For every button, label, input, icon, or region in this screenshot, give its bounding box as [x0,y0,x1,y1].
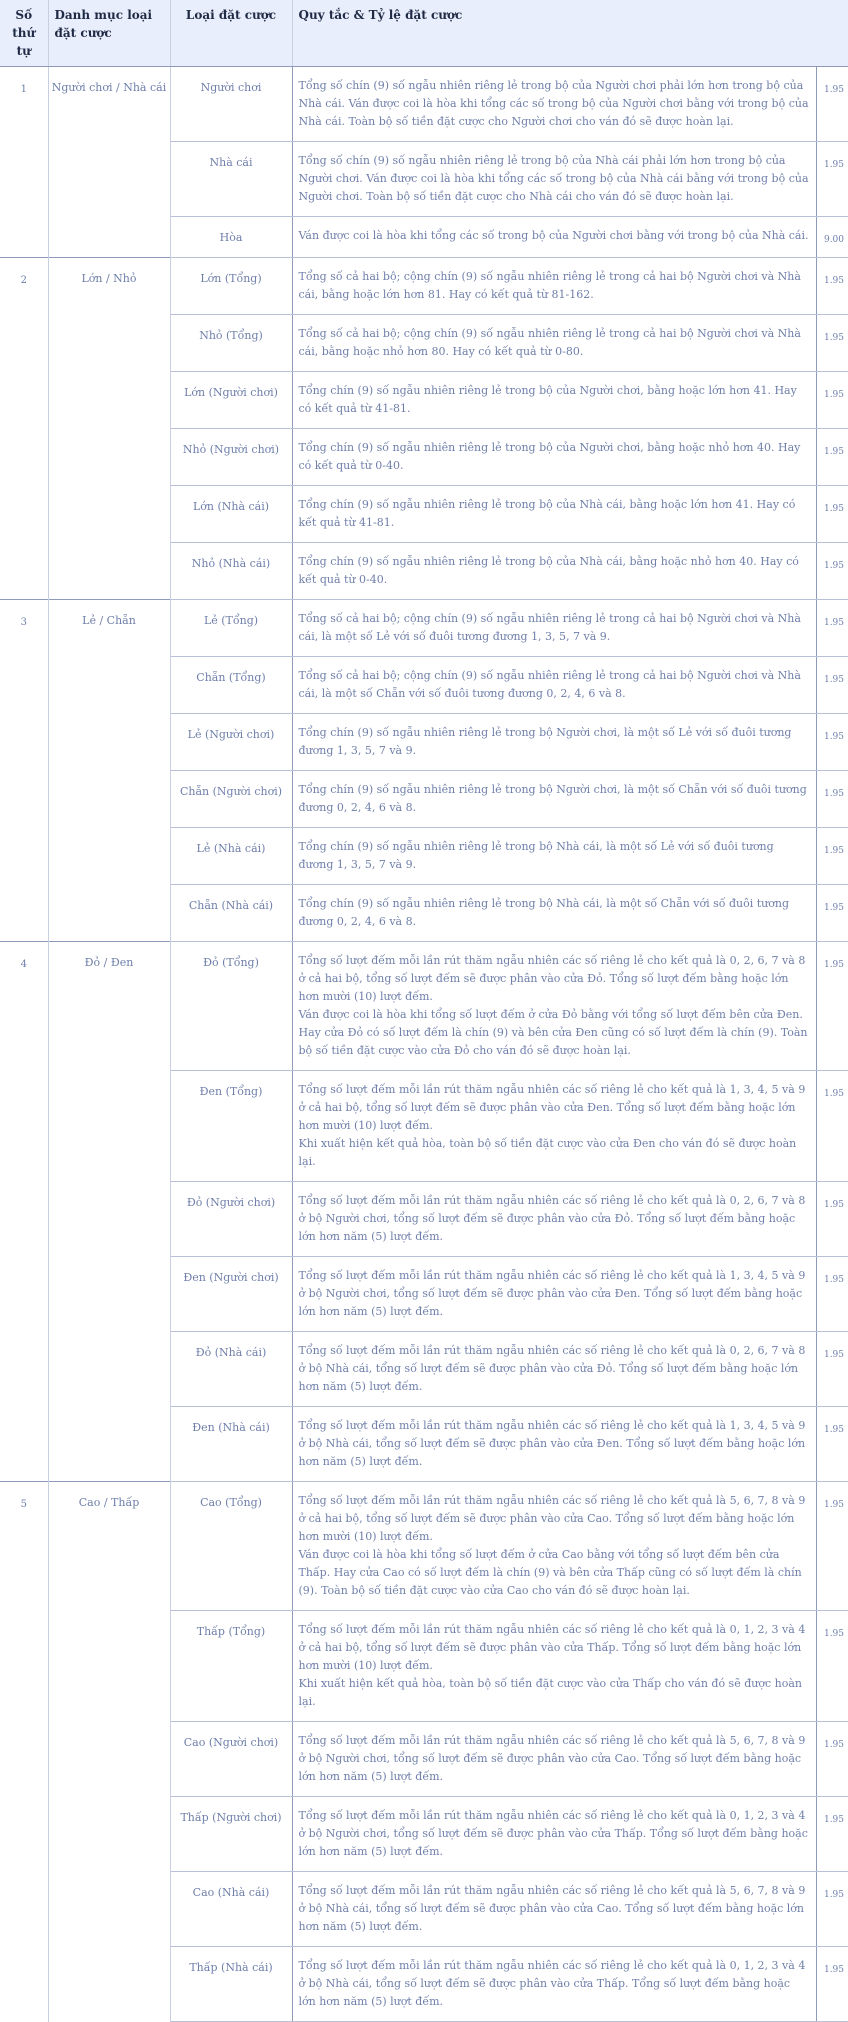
table-row [0,67,848,142]
table-body [0,67,848,2022]
bet-type: Lẻ (Nhà cái) [170,828,292,885]
payout-odds: 1.95 [816,600,848,657]
payout-odds: 1.95 [816,1872,848,1947]
payout-odds: 1.95 [816,1797,848,1872]
bet-type: Chẵn (Nhà cái) [170,885,292,942]
bet-rule-description [292,67,816,142]
bet-type: Cao (Tổng) [170,1482,292,1611]
payout-odds: 1.95 [816,942,848,1071]
bet-rule-description [292,1872,816,1947]
payout-odds: 1.95 [816,771,848,828]
bet-rule-description [292,429,816,486]
rule-paragraph: Tổng số lượt đếm mỗi lần rút thăm ngẫu nhiên các số riêng lẻ cho kết quả là 1, 3, 4, 5 và 9 ở bộ Người chơi, tổng số lượt đếm sẽ được phân vào cửa Đen. Tổng số lượt đếm bằng hoặc lớn hơn năm (5) lượt đếm. [298,1269,806,1318]
header-stt: Số thứ tự [0,0,48,67]
rule-paragraph: Tổng số lượt đếm mỗi lần rút thăm ngẫu nhiên các số riêng lẻ cho kết quả là 0, 1, 2, 3 và 4 ở bộ Người chơi, tổng số lượt đếm sẽ được phân vào cửa Thấp. Tổng số lượt đếm bằng hoặc lớn hơn năm (5) lượt đếm. [298,1809,808,1858]
bet-type: Nhỏ (Người chơi) [170,429,292,486]
rule-paragraph: Tổng số lượt đếm mỗi lần rút thăm ngẫu nhiên các số riêng lẻ cho kết quả là 0, 1, 2, 3 và 4 ở cả hai bộ, tổng số lượt đếm sẽ được phân vào cửa Thấp. Tổng số lượt đếm bằng hoặc lớn hơn mười (10) lượt đếm. [298,1623,806,1672]
bet-type: Hòa [170,217,292,258]
bet-rule-description [292,1257,816,1332]
payout-odds: 1.95 [816,657,848,714]
bet-category: Lớn / Nhỏ [48,258,170,600]
bet-rule-description [292,771,816,828]
bet-rule-description [292,315,816,372]
payout-odds: 1.95 [816,1611,848,1722]
rule-paragraph: Tổng chín (9) số ngẫu nhiên riêng lẻ trong bộ Nhà cái, là một số Chẵn với số đuôi tương đương 0, 2, 4, 6 và 8. [298,897,790,928]
payout-odds: 1.95 [816,1947,848,2022]
bet-category: Lẻ / Chẵn [48,600,170,942]
bet-rule-description [292,885,816,942]
rule-paragraph: Tổng chín (9) số ngẫu nhiên riêng lẻ trong bộ Người chơi, là một số Lẻ với số đuôi tương đương 1, 3, 5, 7 và 9. [298,726,792,757]
payout-odds: 1.95 [816,1071,848,1182]
bet-type: Cao (Người chơi) [170,1722,292,1797]
bet-rule-description [292,1407,816,1482]
bet-rule-description [292,142,816,217]
payout-odds: 1.95 [816,486,848,543]
payout-odds: 1.95 [816,1407,848,1482]
bet-rule-description [292,217,816,258]
row-number: 2 [0,258,48,600]
payout-odds: 1.95 [816,1257,848,1332]
table-header [0,0,848,67]
bet-rule-description [292,1722,816,1797]
rule-paragraph: Tổng số cả hai bộ; cộng chín (9) số ngẫu nhiên riêng lẻ trong cả hai bộ Người chơi và Nhà cái, là một số Lẻ với số đuôi tương đương 1, 3, 5, 7 và 9. [298,612,801,643]
bet-type: Thấp (Người chơi) [170,1797,292,1872]
payout-odds: 1.95 [816,372,848,429]
rule-paragraph: Ván được coi là hòa khi tổng số lượt đếm ở cửa Đỏ bằng với tổng số lượt đếm bên cửa Đen. Hay cửa Đỏ có số lượt đếm là chín (9) và bên cửa Đen cũng có số lượt đếm là chín (9). Toàn bộ số tiền đặt cược vào cửa Đỏ cho ván đó sẽ được hoàn lại. [298,1008,808,1057]
payout-odds: 1.95 [816,67,848,142]
row-number: 3 [0,600,48,942]
bet-type: Lớn (Tổng) [170,258,292,315]
bet-rule-description [292,258,816,315]
bet-type: Lớn (Nhà cái) [170,486,292,543]
bet-category: Người chơi / Nhà cái [48,67,170,258]
bet-rule-description [292,828,816,885]
bet-type: Người chơi [170,67,292,142]
bet-type: Nhà cái [170,142,292,217]
bet-rule-description [292,600,816,657]
bet-rule-description [292,1332,816,1407]
bet-category: Đỏ / Đen [48,942,170,1482]
payout-odds: 1.95 [816,315,848,372]
payout-odds: 1.95 [816,142,848,217]
header-category: Danh mục loại đặt cược [48,0,170,67]
bet-rule-description [292,1182,816,1257]
rule-paragraph: Tổng chín (9) số ngẫu nhiên riêng lẻ trong bộ của Nhà cái, bằng hoặc nhỏ hơn 40. Hay có kết quả từ 0-40. [298,555,799,586]
table-row [0,600,848,657]
row-number: 1 [0,67,48,258]
payout-odds: 9.00 [816,217,848,258]
rule-paragraph: Tổng số chín (9) số ngẫu nhiên riêng lẻ trong bộ của Nhà cái phải lớn hơn trong bộ của Người chơi. Ván được coi là hòa khi tổng các số trong bộ của Nhà cái bằng với trong bộ của Người chơi. Toàn bộ số tiền đặt cược cho Nhà cái cho ván đó sẽ được hoàn lại. [298,154,809,203]
rule-paragraph: Tổng số cả hai bộ; cộng chín (9) số ngẫu nhiên riêng lẻ trong cả hai bộ Người chơi và Nhà cái, là một số Chẵn với số đuôi tương đương 0, 2, 4, 6 và 8. [298,669,801,700]
payout-odds: 1.95 [816,543,848,600]
bet-type: Đỏ (Tổng) [170,942,292,1071]
payout-odds: 1.95 [816,1332,848,1407]
rule-paragraph: Tổng chín (9) số ngẫu nhiên riêng lẻ trong bộ Nhà cái, là một số Lẻ với số đuôi tương đương 1, 3, 5, 7 và 9. [298,840,774,871]
rule-paragraph: Tổng số cả hai bộ; cộng chín (9) số ngẫu nhiên riêng lẻ trong cả hai bộ Người chơi và Nhà cái, bằng hoặc nhỏ hơn 80. Hay có kết quả từ 0-80. [298,327,801,358]
bet-rule-description [292,657,816,714]
rule-paragraph: Khi xuất hiện kết quả hòa, toàn bộ số tiền đặt cược vào cửa Đen cho ván đó sẽ được hoàn lại. [298,1137,797,1168]
rule-paragraph: Ván được coi là hòa khi tổng số lượt đếm ở cửa Cao bằng với tổng số lượt đếm bên cửa Thấp. Hay cửa Cao có số lượt đếm là chín (9) và bên cửa Thấp cũng có số lượt đếm là chín (9). Toàn bộ số tiền đặt cược vào cửa Cao cho ván đó sẽ được hoàn lại. [298,1548,802,1597]
bet-type: Đen (Nhà cái) [170,1407,292,1482]
payout-odds: 1.95 [816,1722,848,1797]
bet-type: Nhỏ (Nhà cái) [170,543,292,600]
rule-paragraph: Tổng chín (9) số ngẫu nhiên riêng lẻ trong bộ của Người chơi, bằng hoặc lớn hơn 41. Hay có kết quả từ 41-81. [298,384,797,415]
rule-paragraph: Tổng số lượt đếm mỗi lần rút thăm ngẫu nhiên các số riêng lẻ cho kết quả là 1, 3, 4, 5 và 9 ở cả hai bộ, tổng số lượt đếm sẽ được phân vào cửa Đen. Tổng số lượt đếm bằng hoặc lớn hơn mười (10) lượt đếm. [298,1083,806,1132]
bet-rule-description [292,1482,816,1611]
table-row [0,1482,848,1611]
bet-type: Đỏ (Người chơi) [170,1182,292,1257]
header-rules: Quy tắc & Tỷ lệ đặt cược [292,0,848,67]
row-number: 4 [0,942,48,1482]
bet-rule-description [292,372,816,429]
rule-paragraph: Tổng số cả hai bộ; cộng chín (9) số ngẫu nhiên riêng lẻ trong cả hai bộ Người chơi và Nhà cái, bằng hoặc lớn hơn 81. Hay có kết quả từ 81-162. [298,270,801,301]
bet-type: Chẵn (Người chơi) [170,771,292,828]
bet-type: Đen (Người chơi) [170,1257,292,1332]
bet-type: Đỏ (Nhà cái) [170,1332,292,1407]
rule-paragraph: Tổng số lượt đếm mỗi lần rút thăm ngẫu nhiên các số riêng lẻ cho kết quả là 5, 6, 7, 8 và 9 ở bộ Nhà cái, tổng số lượt đếm sẽ được phân vào cửa Cao. Tổng số lượt đếm bằng hoặc lớn hơn năm (5) lượt đếm. [298,1884,806,1933]
table-row [0,258,848,315]
bet-type: Thấp (Nhà cái) [170,1947,292,2022]
rule-paragraph: Tổng chín (9) số ngẫu nhiên riêng lẻ trong bộ của Người chơi, bằng hoặc nhỏ hơn 40. Hay có kết quả từ 0-40. [298,441,801,472]
bet-rule-description [292,1611,816,1722]
rule-paragraph: Tổng số lượt đếm mỗi lần rút thăm ngẫu nhiên các số riêng lẻ cho kết quả là 5, 6, 7, 8 và 9 ở bộ Người chơi, tổng số lượt đếm sẽ được phân vào cửa Cao. Tổng số lượt đếm bằng hoặc lớn hơn năm (5) lượt đếm. [298,1734,806,1783]
bet-rule-description [292,1947,816,2022]
rule-paragraph: Tổng số lượt đếm mỗi lần rút thăm ngẫu nhiên các số riêng lẻ cho kết quả là 5, 6, 7, 8 và 9 ở cả hai bộ, tổng số lượt đếm sẽ được phân vào cửa Cao. Tổng số lượt đếm bằng hoặc lớn hơn mười (10) lượt đếm. [298,1494,806,1543]
bet-rule-description [292,486,816,543]
payout-odds: 1.95 [816,429,848,486]
bet-type: Lẻ (Tổng) [170,600,292,657]
payout-odds: 1.95 [816,1182,848,1257]
rule-paragraph: Tổng số lượt đếm mỗi lần rút thăm ngẫu nhiên các số riêng lẻ cho kết quả là 1, 3, 4, 5 và 9 ở bộ Nhà cái, tổng số lượt đếm sẽ được phân vào cửa Đen. Tổng số lượt đếm bằng hoặc lớn hơn năm (5) lượt đếm. [298,1419,806,1468]
header-row [0,0,848,67]
rule-paragraph: Tổng chín (9) số ngẫu nhiên riêng lẻ trong bộ Người chơi, là một số Chẵn với số đuôi tương đương 0, 2, 4, 6 và 8. [298,783,807,814]
rule-paragraph: Tổng chín (9) số ngẫu nhiên riêng lẻ trong bộ của Nhà cái, bằng hoặc lớn hơn 41. Hay có kết quả từ 41-81. [298,498,796,529]
table-row [0,942,848,1071]
rule-paragraph: Ván được coi là hòa khi tổng các số trong bộ của Người chơi bằng với trong bộ của Nhà cái. [298,229,809,242]
bet-type: Cao (Nhà cái) [170,1872,292,1947]
payout-odds: 1.95 [816,258,848,315]
rule-paragraph: Tổng số lượt đếm mỗi lần rút thăm ngẫu nhiên các số riêng lẻ cho kết quả là 0, 1, 2, 3 và 4 ở bộ Nhà cái, tổng số lượt đếm sẽ được phân vào cửa Thấp. Tổng số lượt đếm bằng hoặc lớn hơn năm (5) lượt đếm. [298,1959,806,2008]
bet-type: Lẻ (Người chơi) [170,714,292,771]
payout-odds: 1.95 [816,1482,848,1611]
bet-type: Chẵn (Tổng) [170,657,292,714]
bet-rule-description [292,1797,816,1872]
payout-odds: 1.95 [816,828,848,885]
payout-odds: 1.95 [816,714,848,771]
bet-rule-description [292,942,816,1071]
bet-type: Thấp (Tổng) [170,1611,292,1722]
rule-paragraph: Khi xuất hiện kết quả hòa, toàn bộ số tiền đặt cược vào cửa Thấp cho ván đó sẽ được hoàn lại. [298,1677,802,1708]
rule-paragraph: Tổng số lượt đếm mỗi lần rút thăm ngẫu nhiên các số riêng lẻ cho kết quả là 0, 2, 6, 7 và 8 ở cả hai bộ, tổng số lượt đếm sẽ được phân vào cửa Đỏ. Tổng số lượt đếm bằng hoặc lớn hơn mười (10) lượt đếm. [298,954,806,1003]
bet-type: Đen (Tổng) [170,1071,292,1182]
bet-rule-description [292,543,816,600]
rule-paragraph: Tổng số lượt đếm mỗi lần rút thăm ngẫu nhiên các số riêng lẻ cho kết quả là 0, 2, 6, 7 và 8 ở bộ Người chơi, tổng số lượt đếm sẽ được phân vào cửa Đỏ. Tổng số lượt đếm bằng hoặc lớn hơn năm (5) lượt đếm. [298,1194,806,1243]
rule-paragraph: Tổng số chín (9) số ngẫu nhiên riêng lẻ trong bộ của Người chơi phải lớn hơn trong bộ của Nhà cái. Ván được coi là hòa khi tổng các số trong bộ của Người chơi bằng với trong bộ của Nhà cái. Toàn bộ số tiền đặt cược cho Người chơi cho ván đó sẽ được hoàn lại. [298,79,809,128]
bet-rule-description [292,1071,816,1182]
header-bet-type: Loại đặt cược [170,0,292,67]
bet-type: Nhỏ (Tổng) [170,315,292,372]
payout-odds: 1.95 [816,885,848,942]
rule-paragraph: Tổng số lượt đếm mỗi lần rút thăm ngẫu nhiên các số riêng lẻ cho kết quả là 0, 2, 6, 7 và 8 ở bộ Nhà cái, tổng số lượt đếm sẽ được phân vào cửa Đỏ. Tổng số lượt đếm bằng hoặc lớn hơn năm (5) lượt đếm. [298,1344,806,1393]
row-number: 5 [0,1482,48,2022]
bet-type: Lớn (Người chơi) [170,372,292,429]
bet-rule-description [292,714,816,771]
bet-category: Cao / Thấp [48,1482,170,2022]
